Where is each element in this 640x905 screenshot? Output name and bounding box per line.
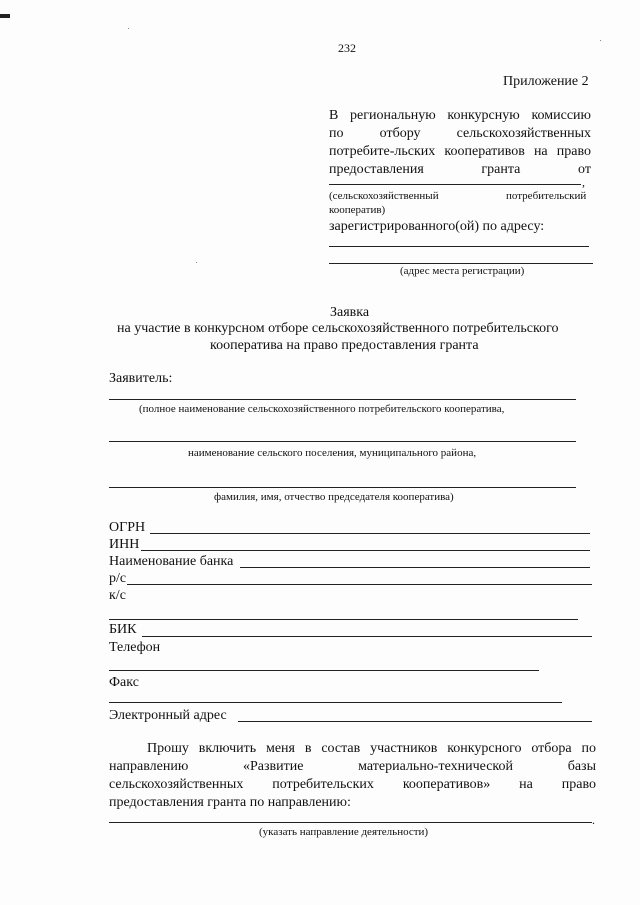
- rs-label: р/с: [109, 571, 127, 586]
- recipient-line-2: по отбору сельскохозяйственных: [329, 126, 591, 141]
- comma: ,: [582, 175, 585, 189]
- applicant-line-1: [109, 399, 576, 400]
- email-label: Электронный адрес: [109, 708, 227, 723]
- applicant-hint-3: фамилия, имя, отчество председателя кооператива): [214, 491, 454, 503]
- period: .: [592, 813, 595, 827]
- ks-line: [109, 619, 578, 620]
- registered-label: зарегистрированного(ой) по адресу:: [329, 219, 545, 234]
- ks-label: к/с: [109, 588, 126, 603]
- fax-label: Факс: [109, 675, 139, 690]
- scan-speck: [196, 262, 197, 263]
- scan-mark: [0, 14, 10, 18]
- request-line-4: предоставления гранта по направлению:: [109, 795, 351, 810]
- address-line-2: [329, 263, 593, 264]
- org-hint-2: кооператив): [329, 204, 386, 216]
- fax-line: [109, 702, 562, 703]
- org-hint-right: потребительский: [506, 190, 587, 202]
- recipient-line-3: потребите-льских кооперативов на право: [329, 144, 591, 159]
- request-line-1: Прошу включить меня в состав участников конкурсного отбора по: [147, 741, 596, 756]
- applicant-hint-1: (полное наименование сельскохозяйственного потребительского кооператива,: [139, 403, 505, 415]
- document-subtitle-2: кооператива на право предоставления гранта: [210, 338, 479, 353]
- scan-speck: [600, 40, 601, 41]
- ogrn-line: [150, 533, 590, 534]
- email-line: [238, 721, 592, 722]
- phone-label: Телефон: [109, 640, 161, 655]
- document-title: Заявка: [330, 305, 370, 320]
- request-line-3: сельскохозяйственных потребительских кооперативов» на право: [109, 777, 596, 792]
- address-line-1: [329, 246, 589, 247]
- applicant-line-3: [109, 487, 576, 488]
- applicant-line-2: [109, 441, 576, 442]
- applicant-label: Заявитель:: [109, 371, 173, 386]
- bik-line: [142, 636, 592, 637]
- recipient-line-1: В региональную конкурсную комиссию: [329, 108, 591, 123]
- direction-hint: (указать направление деятельности): [259, 826, 429, 838]
- request-line-2: направлению «Развитие материально-технической базы: [109, 759, 596, 774]
- page-number: 232: [338, 41, 356, 55]
- direction-line: [109, 822, 592, 823]
- org-hint-left: (сельскохозяйственный: [329, 190, 439, 202]
- org-name-line: [329, 184, 581, 185]
- inn-line: [141, 550, 590, 551]
- applicant-hint-2: наименование сельского поселения, муниципального района,: [188, 447, 477, 459]
- bank-line: [240, 567, 590, 568]
- bik-label: БИК: [109, 622, 137, 637]
- appendix-label: Приложение 2: [503, 74, 589, 89]
- recipient-line-4: предоставления гранта от: [329, 162, 591, 177]
- address-hint: (адрес места регистрации): [400, 265, 525, 277]
- bank-label: Наименование банка: [109, 554, 234, 569]
- document-subtitle-1: на участие в конкурсном отборе сельскохозяйственного потребительского: [117, 321, 559, 336]
- inn-label: ИНН: [109, 537, 140, 552]
- ogrn-label: ОГРН: [109, 520, 146, 535]
- scan-speck: [128, 28, 129, 29]
- rs-line: [127, 584, 592, 585]
- phone-line: [109, 670, 539, 671]
